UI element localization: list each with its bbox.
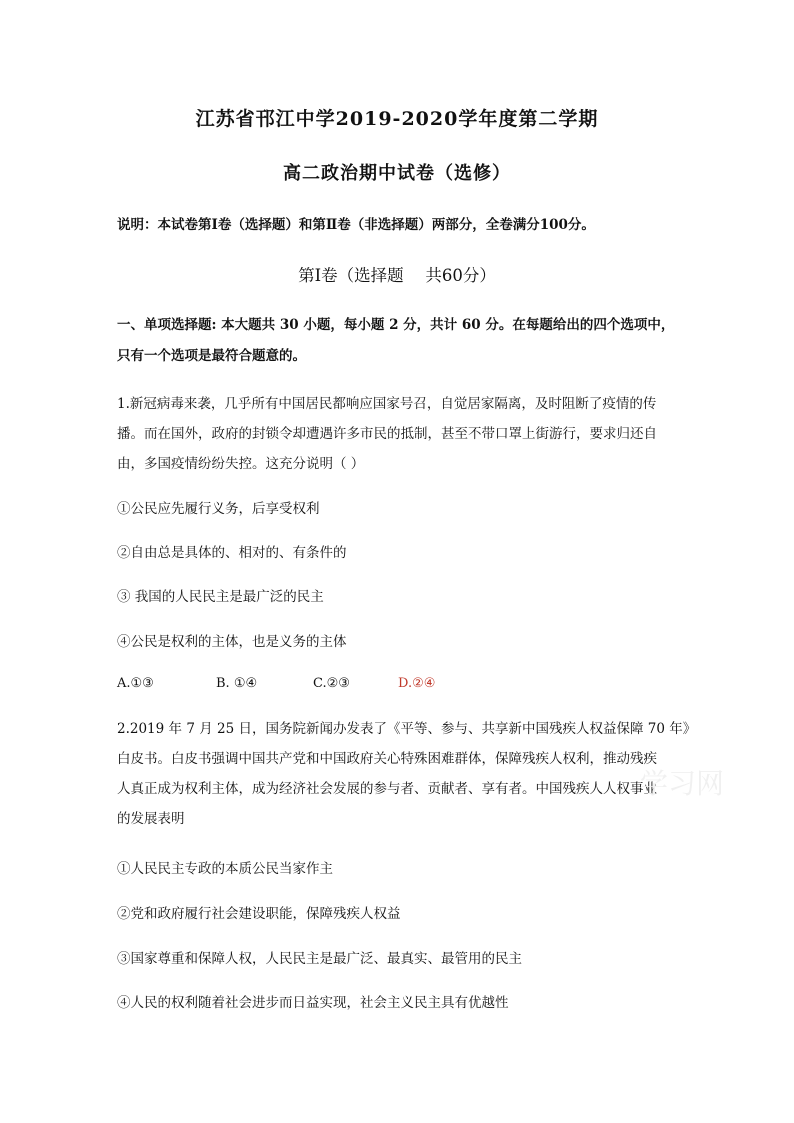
question2-statement-2: ②党和政府履行社会建设职能，保障残疾人权益 — [117, 906, 401, 922]
part-one-heading-line1: 一、单项选择题: 本大题共 30 小题，每小题 2 分，共计 60 分。在每题给出的四个选项中， — [117, 317, 675, 333]
question1-choice-a: A.①③ — [117, 676, 154, 691]
question2-stem-line3: 人真正成为权利主体，成为经济社会发展的参与者、贡献者、享有者。中国残疾人人权事业 — [117, 781, 657, 797]
part-one-heading-line2: 只有一个选项是最符合题意的。 — [117, 348, 306, 364]
question2-stem-line4: 的发展表明 — [117, 811, 185, 827]
question1-statement-2: ②自由总是具体的、相对的、有条件的 — [117, 545, 347, 561]
exam-instructions: 说明：本试卷第Ⅰ卷（选择题）和第Ⅱ卷（非选择题）两部分，全卷满分100分。 — [117, 217, 595, 233]
question1-stem-line3: 由，多国疫情纷纷失控。这充分说明（ ） — [117, 456, 365, 472]
section-title: 第Ⅰ卷（选择题 共60分） — [298, 266, 496, 285]
question2-statement-1: ①人民民主专政的本质公民当家作主 — [117, 861, 333, 877]
question1-statement-4: ④公民是权利的主体，也是义务的主体 — [117, 634, 347, 650]
watermark: 学习网 — [640, 767, 725, 800]
question2-stem-line2: 白皮书。白皮书强调中国共产党和中国政府关心特殊困难群体，保障残疾人权利，推动残疾 — [117, 751, 657, 767]
question1-choice-c: C.②③ — [313, 676, 350, 691]
question1-choice-d-answer: D.②④ — [398, 676, 436, 691]
question2-statement-3: ③国家尊重和保障人权，人民民主是最广泛、最真实、最管用的民主 — [117, 951, 522, 967]
question1-statement-3: ③ 我国的人民民主是最广泛的民主 — [117, 589, 324, 605]
exam-subtitle: 高二政治期中试卷（选修） — [283, 163, 511, 184]
question1-statement-1: ①公民应先履行义务，后享受权利 — [117, 501, 320, 517]
question1-stem-line2: 播。而在国外，政府的封锁令却遭遇许多市民的抵制，甚至不带口罩上街游行，要求归还自 — [117, 426, 657, 442]
question2-stem-line1: 2.2019 年 7 月 25 日，国务院新闻办发表了《平等、参与、共享新中国残疾人权益保障 70 年》 — [117, 721, 697, 737]
document-title: 江苏省邗江中学2019-2020学年度第二学期 — [195, 108, 599, 130]
question1-choice-b: B. ①④ — [216, 676, 258, 691]
question1-stem-line1: 1.新冠病毒来袭，几乎所有中国居民都响应国家号召，自觉居家隔离，及时阻断了疫情的传 — [117, 396, 657, 412]
question2-statement-4: ④人民的权利随着社会进步而日益实现，社会主义民主具有优越性 — [117, 995, 509, 1011]
